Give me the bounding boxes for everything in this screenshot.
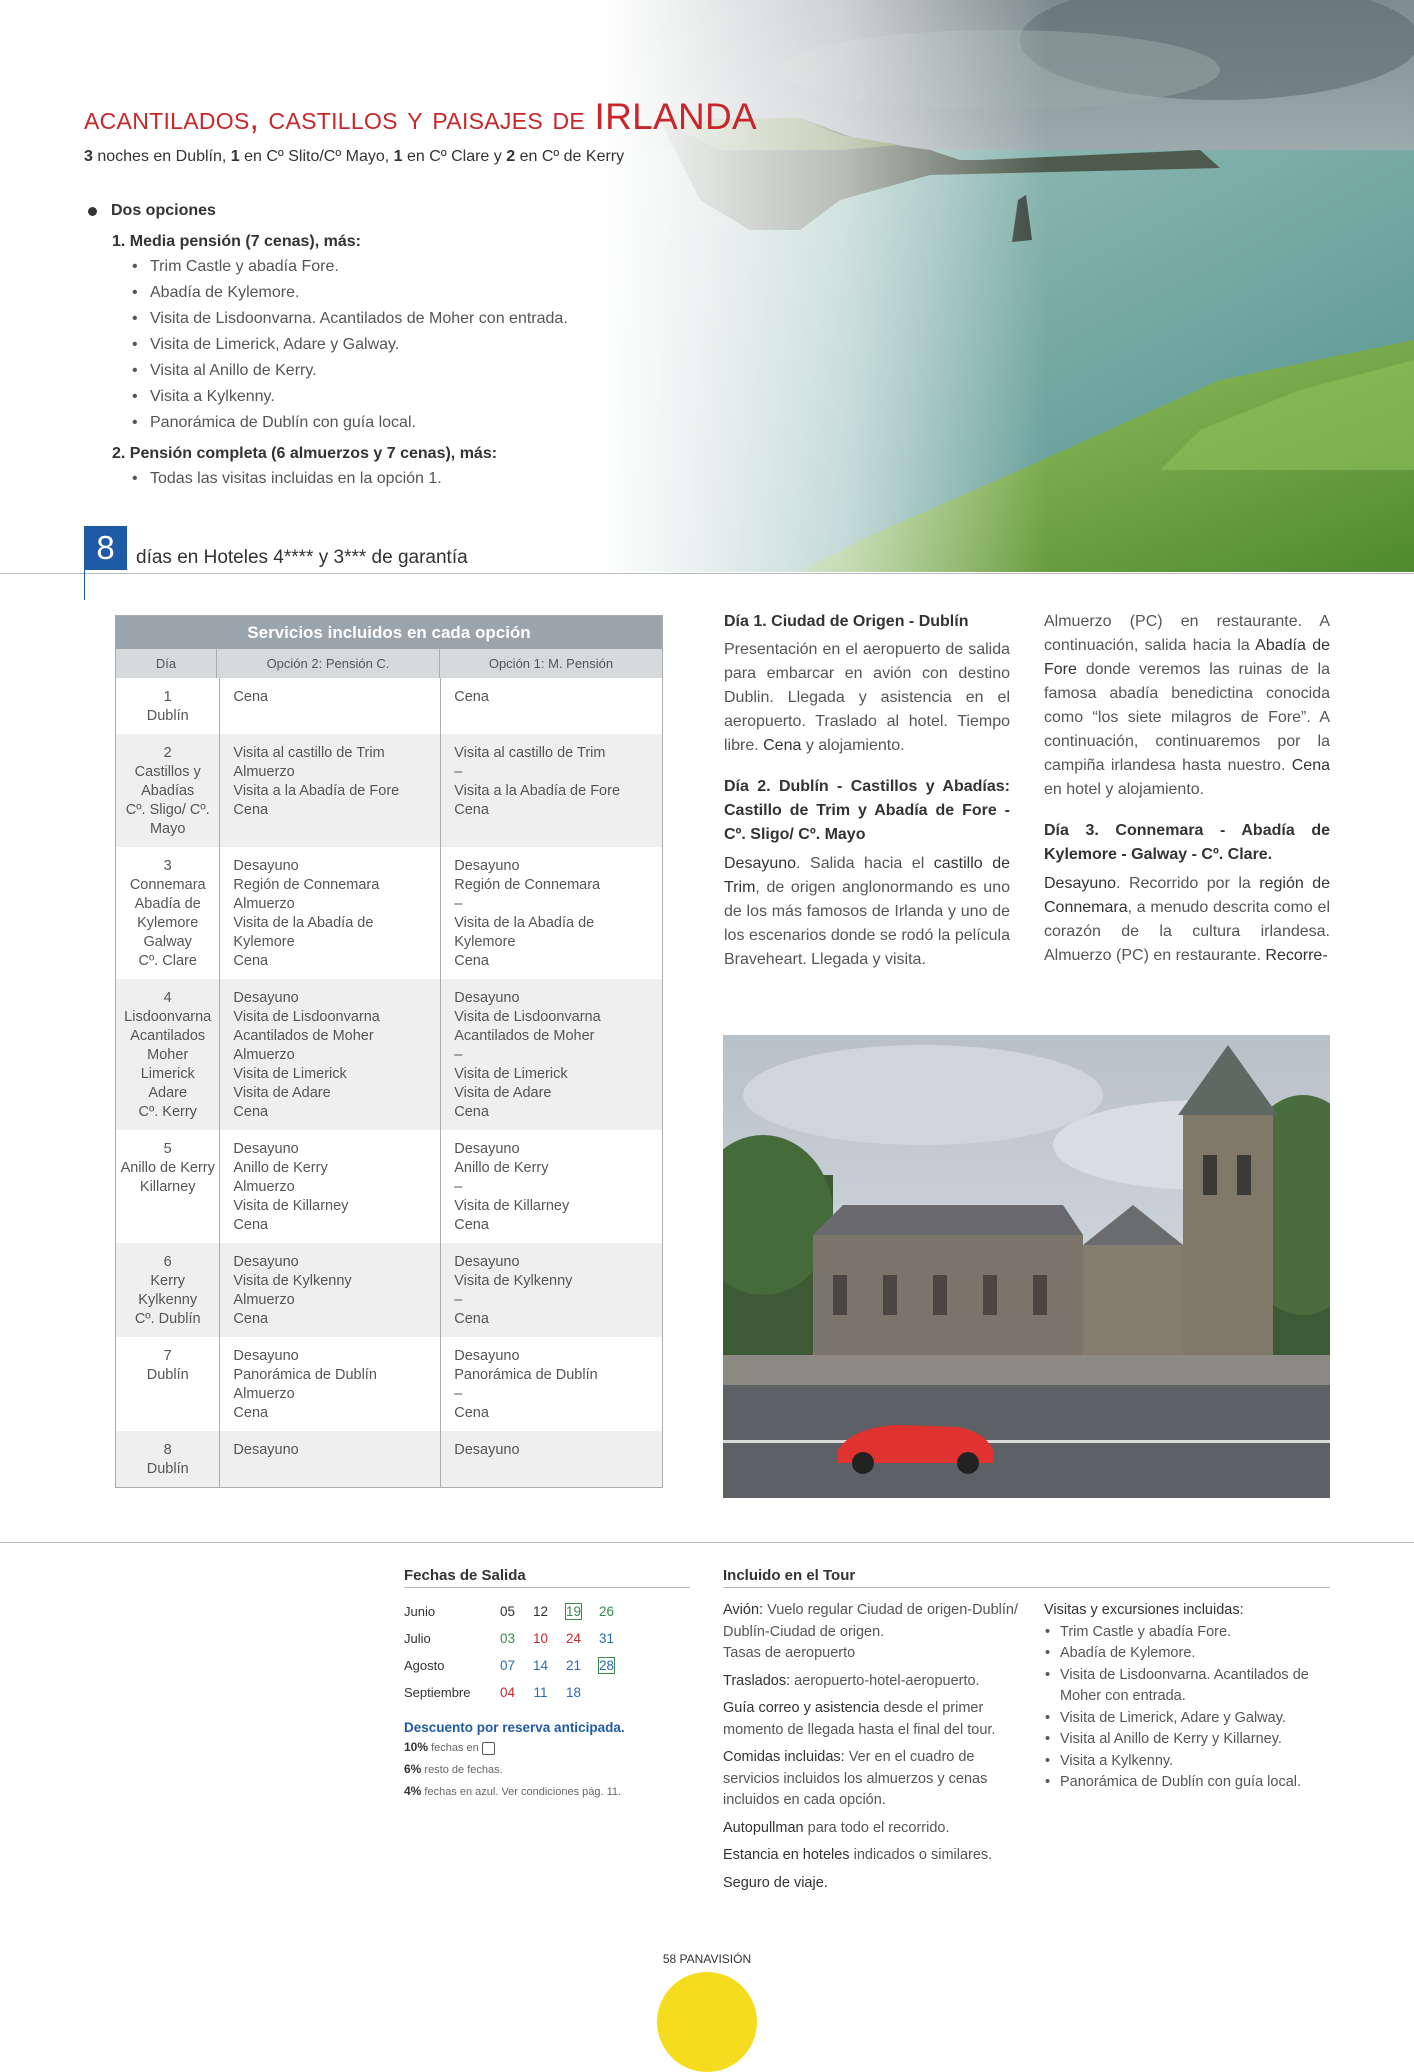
- pc-cell: [220, 734, 441, 847]
- included-item: [723, 1845, 1023, 1867]
- text: Recorre-: [1265, 947, 1328, 964]
- cell-line: Desayuno: [233, 1141, 299, 1157]
- cell-line: Cº. Kerry: [138, 1104, 197, 1120]
- days-badge: 8: [84, 526, 127, 570]
- cell-line: Visita de Kylkenny: [454, 1273, 573, 1289]
- cell-line: Cena: [454, 953, 489, 969]
- cell-line: 6: [163, 1254, 172, 1270]
- subtitle-text: en Cº de Kerry: [515, 148, 625, 165]
- table-row: [116, 734, 662, 847]
- discount-line: [404, 1783, 690, 1801]
- list-item: • Panorámica de Dublín con guía local.: [132, 410, 704, 436]
- cell-line: Desayuno: [454, 1348, 520, 1364]
- cell-line: Desayuno: [233, 1442, 299, 1458]
- departure-date: 03: [499, 1631, 516, 1646]
- departure-date: 11: [533, 1685, 548, 1700]
- cell-line: Almuerzo: [233, 1179, 295, 1195]
- day-cell: [116, 1431, 220, 1487]
- cell-line: Kerry: [150, 1273, 186, 1289]
- text: donde veremos las ruinas de la famosa abadía benedictina conocida como “los siete milagros de Fore”. A continuación, continuaremos por la campiña irlandesa hasta nuestro.: [1044, 661, 1330, 774]
- option-1-title: 1. Media pensión (7 cenas), más:: [112, 233, 361, 250]
- cell-line: Visita al castillo de Trim: [233, 745, 385, 761]
- cell-line: Almuerzo: [233, 1292, 295, 1308]
- month-label: Septiembre: [404, 1685, 471, 1700]
- departure-date: 04: [499, 1685, 516, 1700]
- date-cell: [524, 1604, 557, 1619]
- pc-cell: [220, 1130, 441, 1243]
- included-item: [723, 1671, 1023, 1693]
- cell-line: Cena: [454, 1405, 489, 1421]
- cell-line: Visita de Limerick: [233, 1066, 347, 1082]
- cell-line: Desayuno: [454, 1254, 520, 1270]
- cell-line: Desayuno: [233, 1348, 299, 1364]
- date-cell: [524, 1631, 557, 1646]
- church-photo: [723, 1035, 1330, 1498]
- text: Cena: [1291, 757, 1330, 774]
- cell-line: Desayuno: [454, 1442, 520, 1458]
- cell-line: Visita de Lisdoonvarna: [454, 1009, 601, 1025]
- item-key: Guía correo y asistencia: [723, 1700, 880, 1716]
- month-label: Junio: [404, 1604, 436, 1619]
- dates-table: [404, 1598, 690, 1706]
- departure-date: 19: [565, 1604, 582, 1619]
- item-key: Comidas incluidas:: [723, 1749, 845, 1765]
- cell-line: Castillos y: [134, 764, 201, 780]
- pc-cell: [220, 1337, 441, 1431]
- col-header-day: Día: [116, 649, 217, 678]
- cell-line: Kylemore: [454, 934, 516, 950]
- cell-line: Región de Connemara: [233, 877, 380, 893]
- cell-line: Visita a la Abadía de Fore: [454, 783, 621, 799]
- cell-line: Lisdoonvarna: [124, 1009, 212, 1025]
- divider: [0, 573, 1414, 574]
- departure-date: 28: [598, 1658, 615, 1673]
- nights-clare: 1: [393, 148, 403, 165]
- departure-date: 21: [565, 1658, 582, 1673]
- cell-line: Almuerzo: [233, 1386, 295, 1402]
- discount-title: Descuento por reserva anticipada.: [404, 1720, 625, 1735]
- list-item: • Visita de Limerick, Adare y Galway.: [132, 332, 704, 358]
- table-body: [116, 678, 662, 1487]
- cell-line: Cena: [233, 689, 269, 705]
- nights-dublin: 3: [84, 148, 93, 165]
- pc-cell: [220, 847, 441, 979]
- mp-cell: [441, 979, 662, 1130]
- cell-line: Desayuno: [454, 858, 520, 874]
- list-item: • Visita al Anillo de Kerry y Killarney.: [1044, 1729, 1334, 1751]
- subtitle: [84, 148, 624, 166]
- mp-cell: [441, 1243, 662, 1337]
- cell-line: Cº. Dublín: [134, 1311, 201, 1327]
- cell-line: Visita de la Abadía de: [454, 915, 595, 931]
- visits-title: Visitas y excursiones incluidas:: [1044, 1602, 1244, 1618]
- day-cell: [116, 847, 220, 979]
- date-cell: [590, 1658, 623, 1673]
- discount-pct: 4%: [404, 1784, 422, 1798]
- cell-line: 4: [163, 990, 172, 1006]
- cell-line: Anillo de Kerry: [454, 1160, 549, 1176]
- cell-line: Visita a la Abadía de Fore: [233, 783, 400, 799]
- cell-line: Desayuno: [454, 1141, 520, 1157]
- cell-line: Cena: [233, 802, 269, 818]
- day-2-text: [724, 852, 1010, 972]
- text: , a menudo descrita como el corazón de la cultura irlandesa. Almuerzo (PC) en restaurante.: [1044, 899, 1330, 964]
- title-country: IRLANDA: [594, 96, 757, 137]
- cell-line: Cena: [233, 1311, 269, 1327]
- cell-line: Almuerzo: [233, 764, 295, 780]
- date-cell: [590, 1604, 623, 1619]
- table-header: [116, 649, 662, 678]
- text: Presentación en el aeropuerto de salida para embarcar en avión con destino Dublin. Llegada y asistencia en el aeropuerto. Traslado al hotel. Tiempo libre.: [724, 641, 1010, 754]
- cell-line: Desayuno: [454, 990, 520, 1006]
- cell-line: 8: [163, 1442, 172, 1458]
- cell-line: Kylemore: [233, 934, 295, 950]
- table-row: [116, 678, 662, 734]
- cell-line: Panorámica de Dublín: [233, 1367, 377, 1383]
- table-caption: Servicios incluidos en cada opción: [116, 616, 662, 649]
- option-1-items: [84, 254, 704, 436]
- text: , de origen anglonormando es uno de los más famosos de Irlanda y uno de los escenarios donde se rodó la película Braveheart. Llegada y visita.: [724, 879, 1010, 968]
- included-item: [723, 1600, 1023, 1665]
- text: . Salida hacia el: [796, 855, 934, 872]
- nights-sligo: 1: [230, 148, 240, 165]
- cell-line: Cena: [454, 1311, 489, 1327]
- cell-line: Dublín: [146, 1461, 189, 1477]
- included-item: [723, 1698, 1023, 1741]
- included-list: [723, 1600, 1023, 1900]
- cell-line: Visita de Killarney: [454, 1198, 570, 1214]
- cell-line: Visita de Killarney: [233, 1198, 349, 1214]
- list-item: • Visita a Kylkenny.: [1044, 1751, 1334, 1773]
- pc-cell: [220, 979, 441, 1130]
- list-item: • Visita de Limerick, Adare y Galway.: [1044, 1708, 1334, 1730]
- dates-row: [404, 1625, 690, 1652]
- cell-line: 5: [163, 1141, 172, 1157]
- item-value: aeropuerto-hotel-aeropuerto.: [790, 1672, 980, 1689]
- day-1-text: [724, 638, 1010, 758]
- item-value: Ver en el cuadro de servicios incluidos los almuerzos y cenas incluidos en cada opción.: [723, 1749, 988, 1808]
- cliffs-photo: [600, 0, 1414, 572]
- options-list: [84, 200, 704, 492]
- cell-line: –: [454, 764, 463, 780]
- list-item: • Visita al Anillo de Kerry.: [132, 358, 704, 384]
- list-item: • Todas las visitas incluidas en la opción 1.: [132, 466, 704, 492]
- cell-line: Visita de Lisdoonvarna: [233, 1009, 380, 1025]
- services-table: [115, 615, 663, 1488]
- date-cell: [491, 1685, 524, 1700]
- cell-line: Abadías: [141, 783, 195, 799]
- title-main: acantilados, castillos y paisajes de: [84, 99, 586, 136]
- itinerary-column-2: [1044, 610, 1330, 968]
- list-item: • Visita de Lisdoonvarna. Acantilados de Moher con entrada.: [132, 306, 704, 332]
- dates-row: [404, 1598, 690, 1625]
- mp-cell: [441, 678, 662, 734]
- mp-cell: [441, 847, 662, 979]
- nights-kerry: 2: [506, 148, 516, 165]
- departure-date: 18: [565, 1685, 582, 1700]
- page-title: [84, 96, 757, 138]
- departure-date: 12: [532, 1604, 549, 1619]
- table-row: [116, 1431, 662, 1487]
- day-cell: [116, 979, 220, 1130]
- cell-line: Kylkenny: [138, 1292, 198, 1308]
- departure-date: 26: [598, 1604, 615, 1619]
- cell-line: Acantilados de Moher: [233, 1028, 374, 1044]
- cell-line: Galway: [143, 934, 192, 950]
- item-value: para todo el recorrido.: [803, 1819, 950, 1836]
- discount-pct: 10%: [404, 1740, 429, 1754]
- day-2-text-cont: [1044, 610, 1330, 802]
- dates-title: Fechas de Salida: [404, 1565, 690, 1588]
- month-label: Agosto: [404, 1658, 445, 1673]
- col-header-mp: Opción 1: M. Pensión: [488, 656, 614, 671]
- dates-row: [404, 1679, 690, 1706]
- cell-line: Cena: [454, 1104, 489, 1120]
- page-footer: 58 PANAVISIÓN: [662, 1952, 752, 1966]
- item-value: desde el primer momento de llegada hasta el final del tour.: [723, 1700, 996, 1738]
- cell-line: Moher: [147, 1047, 189, 1063]
- cell-line: –: [454, 1386, 463, 1402]
- cell-line: 3: [163, 858, 172, 874]
- text: Almuerzo (PC) en restaurante. A continuación, salida hacia la: [1044, 613, 1330, 654]
- departure-dates: [404, 1565, 690, 1801]
- included-title: Incluido en el Tour: [723, 1565, 1330, 1588]
- cell-line: Connemara: [129, 877, 206, 893]
- cell-line: Cº. Sligo/ Cº.: [125, 802, 210, 818]
- col-header-pc: Opción 2: Pensión C.: [217, 649, 440, 678]
- badge-line: [84, 570, 85, 600]
- box-icon: [482, 1742, 495, 1755]
- discount-text: fechas en azul. Ver condiciones pág. 11.: [421, 1786, 622, 1798]
- mp-cell: [441, 734, 662, 847]
- day-2-title: Día 2. Dublín - Castillos y Abadías: Castillo de Trim y Abadía de Fore - Cº. Sligo/ Cº. Mayo: [724, 778, 1010, 843]
- date-cell: [557, 1631, 590, 1646]
- cell-line: Desayuno: [233, 990, 299, 1006]
- cell-line: Abadía de: [134, 896, 201, 912]
- cell-line: Killarney: [139, 1179, 196, 1195]
- hotels-text: días en Hoteles 4**** y 3*** de garantía: [136, 547, 468, 568]
- options-heading: Dos opciones: [84, 200, 704, 228]
- divider: [0, 1542, 1414, 1543]
- subtitle-text: en Cº Clare y: [402, 148, 507, 165]
- day-cell: [116, 1243, 220, 1337]
- cell-line: Almuerzo: [233, 1047, 295, 1063]
- pc-cell: [220, 1431, 441, 1487]
- date-cell: [491, 1658, 524, 1673]
- cell-line: Visita de Adare: [233, 1085, 331, 1101]
- text: Abadía de Fore: [1044, 637, 1330, 678]
- day-3-title: Día 3. Connemara - Abadía de Kylemore - Galway - Cº. Clare.: [1044, 822, 1330, 863]
- item-key: Estancia en hoteles: [723, 1847, 850, 1863]
- mp-cell: [441, 1337, 662, 1431]
- cell-line: 1: [163, 689, 172, 705]
- pc-cell: [220, 1243, 441, 1337]
- list-item: • Panorámica de Dublín con guía local.: [1044, 1772, 1334, 1794]
- option-2-title: 2. Pensión completa (6 almuerzos y 7 cenas), más:: [112, 445, 498, 462]
- text: en hotel y alojamiento.: [1044, 781, 1205, 798]
- date-cell: [557, 1604, 590, 1619]
- table-row: [116, 979, 662, 1130]
- date-cell: [491, 1631, 524, 1646]
- cell-line: Anillo de Kerry: [233, 1160, 328, 1176]
- cell-line: Panorámica de Dublín: [454, 1367, 598, 1383]
- visits-list: [1044, 1600, 1334, 1794]
- day-3-text: [1044, 872, 1330, 968]
- item-value: Tasas de aeropuerto: [723, 1645, 856, 1661]
- cell-line: Visita al castillo de Trim: [454, 745, 606, 761]
- discount-line: [404, 1739, 690, 1757]
- discount-line: [404, 1761, 690, 1779]
- included-item: [723, 1818, 1023, 1840]
- day-cell: [116, 1130, 220, 1243]
- cell-line: Cena: [454, 802, 489, 818]
- cell-line: Visita de la Abadía de: [233, 915, 374, 931]
- date-cell: [491, 1604, 524, 1619]
- cell-line: Visita de Adare: [454, 1085, 552, 1101]
- date-cell: [557, 1658, 590, 1673]
- cell-line: Limerick: [140, 1066, 195, 1082]
- table-row: [116, 1337, 662, 1431]
- yellow-circle: [657, 1972, 757, 2072]
- cell-line: Cena: [454, 1217, 489, 1233]
- departure-date: 24: [565, 1631, 582, 1646]
- subtitle-text: noches en Dublín,: [92, 148, 231, 165]
- month-label: Julio: [404, 1631, 431, 1646]
- departure-date: 05: [499, 1604, 516, 1619]
- item-key: Autopullman: [723, 1819, 804, 1836]
- departure-date: 14: [532, 1658, 549, 1673]
- cell-line: Kylemore: [137, 915, 199, 931]
- date-cell: [590, 1631, 623, 1646]
- departure-date: 07: [499, 1658, 516, 1673]
- cell-line: –: [454, 1047, 463, 1063]
- table-row: [116, 847, 662, 979]
- departure-date: 31: [598, 1631, 615, 1646]
- discount-text: resto de fechas.: [421, 1764, 503, 1776]
- cell-line: –: [454, 1292, 463, 1308]
- cell-line: Región de Connemara: [454, 877, 601, 893]
- itinerary-column-1: [724, 610, 1010, 972]
- cell-line: Acantilados de Moher: [454, 1028, 595, 1044]
- list-item: • Visita de Lisdoonvarna. Acantilados de Moher con entrada.: [1044, 1665, 1334, 1708]
- item-key: Seguro de viaje.: [723, 1874, 828, 1891]
- list-item: • Abadía de Kylemore.: [132, 280, 704, 306]
- pc-cell: [220, 678, 441, 734]
- day-cell: [116, 678, 220, 734]
- cell-line: 7: [163, 1348, 172, 1364]
- date-cell: [557, 1685, 590, 1700]
- date-cell: [524, 1658, 557, 1673]
- cell-line: –: [454, 896, 463, 912]
- item-value: indicados o similares.: [849, 1847, 993, 1863]
- text: Desayuno: [724, 855, 797, 872]
- option-2-items: [84, 466, 704, 492]
- day-cell: [116, 1337, 220, 1431]
- table-row: [116, 1243, 662, 1337]
- cell-line: Desayuno: [233, 858, 299, 874]
- cell-line: Mayo: [149, 821, 186, 837]
- cell-line: Cena: [454, 689, 489, 705]
- discount-pct: 6%: [404, 1762, 422, 1776]
- text: Desayuno: [1044, 875, 1117, 892]
- departure-date: 10: [532, 1631, 549, 1646]
- cell-line: Cena: [233, 1104, 269, 1120]
- cell-line: Desayuno: [233, 1254, 299, 1270]
- cell-line: Acantilados: [130, 1028, 206, 1044]
- cell-line: Anillo de Kerry: [120, 1160, 215, 1176]
- cell-line: Visita de Kylkenny: [233, 1273, 352, 1289]
- item-key: Traslados:: [723, 1672, 791, 1689]
- cell-line: 2: [163, 745, 172, 761]
- item-value: Vuelo regular Ciudad de origen-Dublín/ Dublín-Ciudad de origen.: [723, 1602, 1019, 1640]
- cell-line: Adare: [148, 1085, 188, 1101]
- discount-text: fechas en: [428, 1742, 482, 1754]
- cell-line: Dublín: [146, 1367, 189, 1383]
- date-cell: [524, 1685, 557, 1700]
- text: castillo de Trim: [724, 855, 1010, 896]
- table-row: [116, 1130, 662, 1243]
- list-item: • Trim Castle y abadía Fore.: [1044, 1622, 1334, 1644]
- cell-line: Cena: [233, 1405, 269, 1421]
- dates-row: [404, 1652, 690, 1679]
- mp-cell: [441, 1130, 662, 1243]
- cell-line: Almuerzo: [233, 896, 295, 912]
- text: región de Connemara: [1044, 875, 1330, 916]
- list-item: • Visita a Kylkenny.: [132, 384, 704, 410]
- item-key: Avión:: [723, 1602, 764, 1618]
- subtitle-text: en Cº Slito/Cº Mayo,: [239, 148, 394, 165]
- cell-line: Cº. Clare: [138, 953, 197, 969]
- list-item: • Trim Castle y abadía Fore.: [132, 254, 704, 280]
- list-item: • Abadía de Kylemore.: [1044, 1643, 1334, 1665]
- cell-line: Dublín: [146, 708, 189, 724]
- text: . Recorrido por la: [1116, 875, 1260, 892]
- cell-line: Visita de Limerick: [454, 1066, 568, 1082]
- day-cell: [116, 734, 220, 847]
- day-1-title: Día 1. Ciudad de Origen - Dublín: [724, 613, 969, 630]
- cell-line: Cena: [233, 953, 269, 969]
- included-item: [723, 1873, 1023, 1895]
- mp-cell: [441, 1431, 662, 1487]
- text: y alojamiento.: [801, 737, 905, 754]
- included-item: [723, 1747, 1023, 1812]
- cell-line: Cena: [233, 1217, 269, 1233]
- cell-line: –: [454, 1179, 463, 1195]
- text: Cena: [763, 737, 802, 754]
